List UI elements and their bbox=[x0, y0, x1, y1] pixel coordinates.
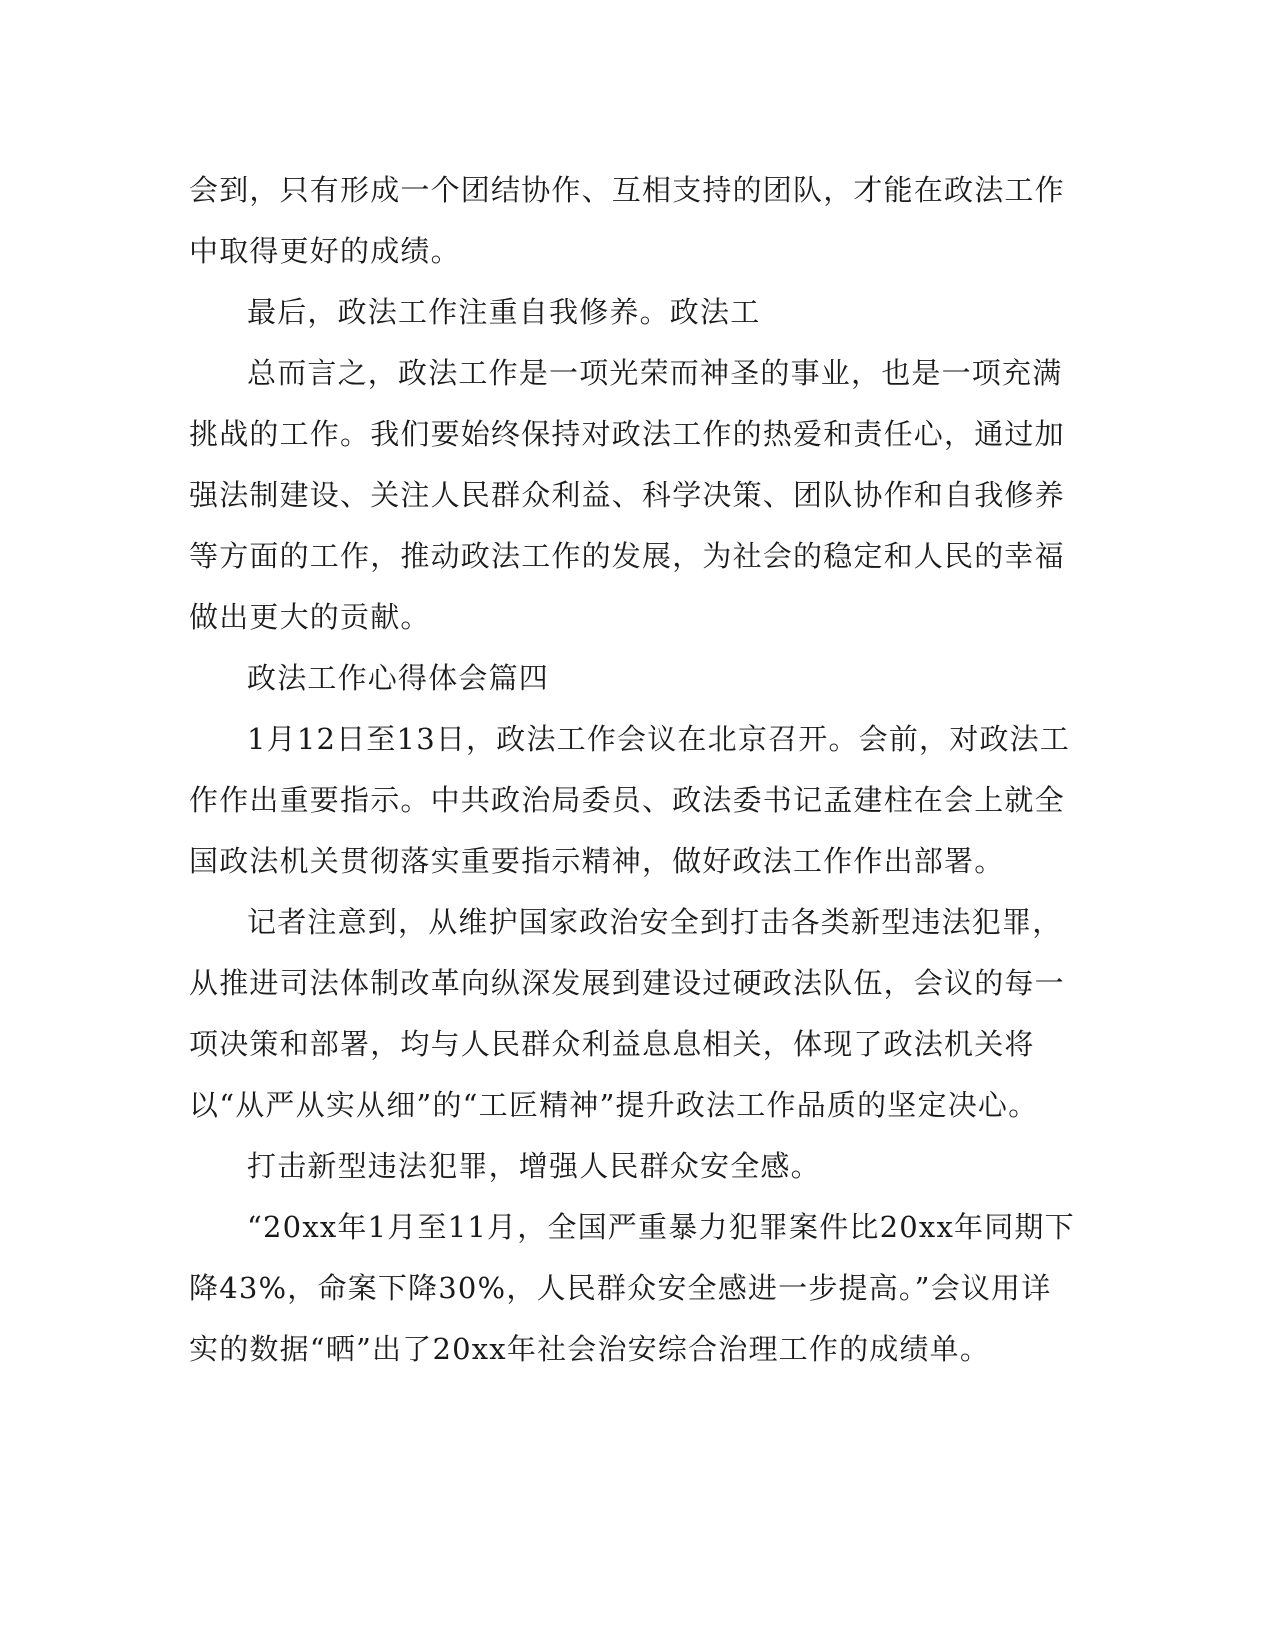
paragraph-meeting-intro: 1月12日至13日，政法工作会议在北京召开。会前，对政法工作作出重要指示。中共政治局委员、政法委书记孟建柱在会上就全国政法机关贯彻落实重要指示精神，做好政法工作作出部署。 bbox=[189, 722, 1071, 878]
paragraph-self-cultivation: 最后，政法工作注重自我修养。政法工 bbox=[247, 295, 761, 329]
paragraph-team-cooperation: 会到，只有形成一个团结协作、互相支持的团队，才能在政法工作中取得更好的成绩。 bbox=[189, 173, 1065, 268]
paragraph-conclusion: 总而言之，政法工作是一项光荣而神圣的事业，也是一项充满挑战的工作。我们要始终保持对政法工作的热爱和责任心，通过加强法制建设、关注人民群众利益、科学决策、团队协作和自我修养等方面的工作，推动政法工作的发展，为社会的稳定和人民的幸福做出更大的贡献。 bbox=[189, 356, 1065, 634]
section-heading: 政法工作心得体会篇四 bbox=[247, 661, 550, 695]
paragraph-statistics: “20xx年1月至11月，全国严重暴力犯罪案件比20xx年同期下降43%，命案下降30%，人民群众安全感进一步提高。”会议用详实的数据“晒”出了20xx年社会治安综合治理工作的成绩单。 bbox=[189, 1210, 1075, 1366]
paragraph-reporter-notes: 记者注意到，从维护国家政治安全到打击各类新型违法犯罪，从推进司法体制改革向纵深发展到建设过硬政法队伍，会议的每一项决策和部署，均与人民群众利益息息相关，体现了政法机关将以“从严从实从细”的“工匠精神”提升政法工作品质的坚定决心。 bbox=[189, 905, 1065, 1122]
document-body bbox=[189, 160, 1079, 1380]
paragraph-crime-fighting: 打击新型违法犯罪，增强人民群众安全感。 bbox=[247, 1149, 821, 1183]
